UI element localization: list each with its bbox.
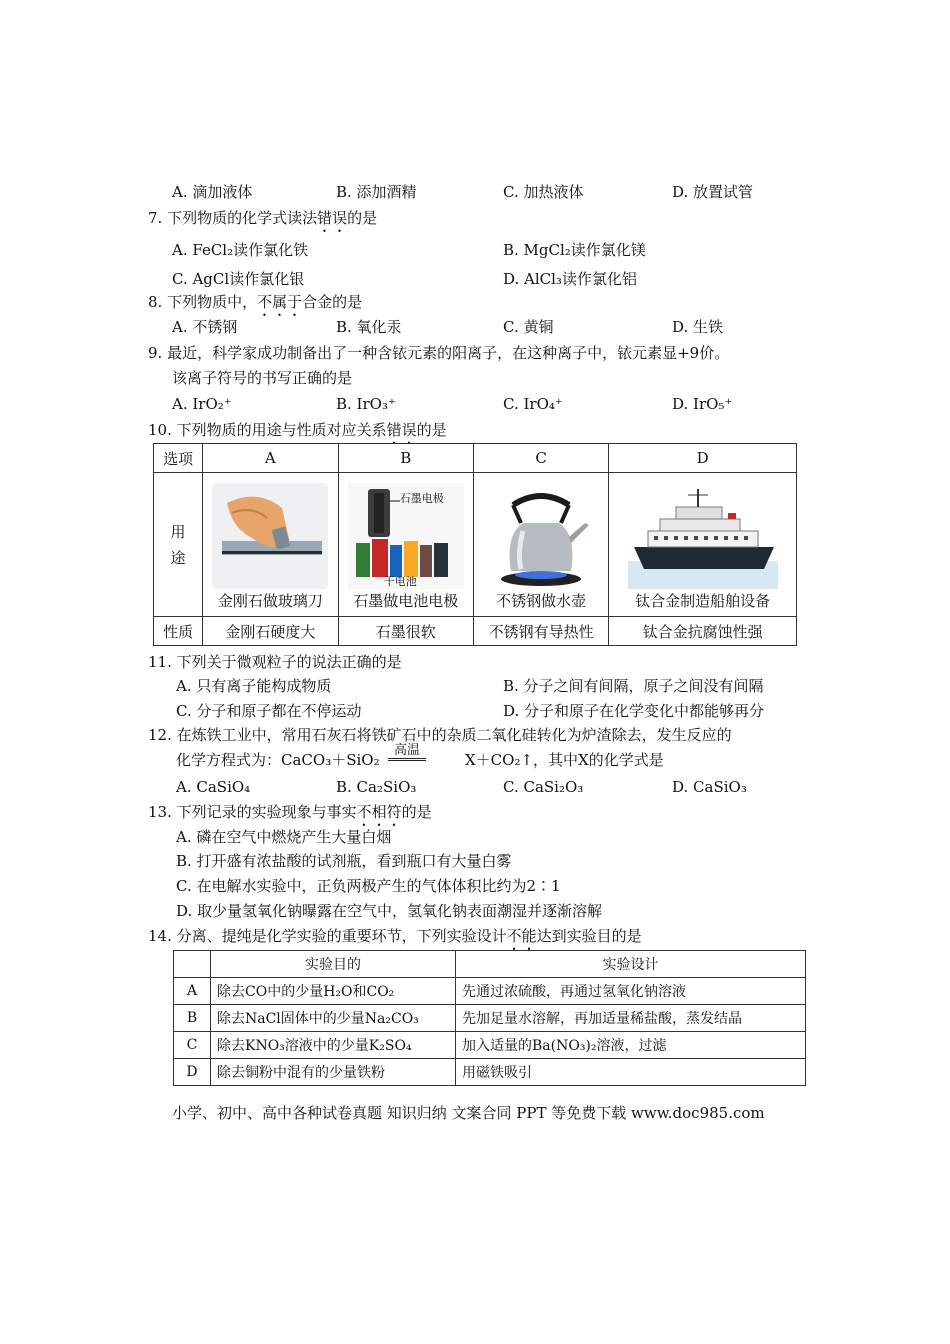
q14-row-d-purpose: 除去铜粉中混有的少量铁粉 (211, 1059, 456, 1086)
q11-option-d: D. 分子和原子在化学变化中都能够再分 (503, 702, 765, 720)
q14-row-d-letter: D (174, 1059, 211, 1086)
q7-option-c: C. AgCl读作氯化银 (172, 270, 305, 288)
q10-use-b: 石墨做电池电极 (353, 591, 459, 610)
q14-row-a-purpose: 除去CO中的少量H₂O和CO₂ (211, 978, 456, 1005)
kettle-image (483, 483, 599, 589)
q14-row (174, 1005, 806, 1032)
q7-stem: 7. 下列物质的化学式读法错误的是 (148, 209, 378, 227)
q13-option-d: D. 取少量氢氧化钠曝露在空气中，氢氧化钠表面潮湿并逐渐溶解 (176, 902, 603, 920)
q7-option-b: B. MgCl₂读作氯化镁 (503, 241, 646, 259)
q14-table (173, 950, 806, 1086)
q14-row (174, 1032, 806, 1059)
q10-cell-d (609, 473, 797, 617)
q11-option-c: C. 分子和原子都在不停运动 (176, 702, 362, 720)
q10-use-a: 金刚石做玻璃刀 (217, 591, 323, 610)
q14-row (174, 1059, 806, 1086)
q10-prop-c: 不锈钢有导热性 (473, 617, 608, 646)
q14-row-b-design: 先加足量水溶解，再加适量稀盐酸，蒸发结晶 (456, 1005, 806, 1032)
q7-option-d: D. AlCl₃读作氯化铝 (503, 270, 637, 288)
dry-battery-label: 干电池 (383, 574, 417, 588)
q14-row-d-design: 用磁铁吸引 (456, 1059, 806, 1086)
q14-row-c-design: 加入适量的Ba(NO₃)₂溶液，过滤 (456, 1032, 806, 1059)
q7-option-a: A. FeCl₂读作氯化铁 (172, 241, 309, 259)
q10-table (153, 443, 797, 646)
q9-stem-line1: 9. 最近，科学家成功制备出了一种含铱元素的阳离子，在这种离子中，铱元素显+9价。 (148, 344, 730, 362)
q11-stem: 11. 下列关于微观粒子的说法正确的是 (148, 653, 402, 671)
q14-stem: 14. 分离、提纯是化学实验的重要环节，下列实验设计不能达到实验目的是 (148, 927, 642, 945)
q9-option-c: C. IrO₄⁺ (503, 395, 563, 413)
q14-head-design: 实验设计 (456, 951, 806, 978)
q11-option-b: B. 分子之间有间隔，原子之间没有间隔 (503, 677, 764, 695)
q9-option-a: A. IrO₂⁺ (172, 395, 232, 413)
q10-prop-label: 性质 (154, 617, 203, 646)
q10-cell-c (473, 473, 608, 617)
q10-prop-b: 石墨很软 (338, 617, 473, 646)
q13-option-a: A. 磷在空气中燃烧产生大量白烟 (176, 828, 392, 846)
q9-option-b: B. IrO₃⁺ (336, 395, 396, 413)
q14-row (174, 978, 806, 1005)
q10-stem: 10. 下列物质的用途与性质对应关系错误的是 (148, 421, 447, 439)
q10-head-d: D (609, 444, 797, 473)
q10-use-c: 不锈钢做水壶 (496, 591, 587, 610)
q6-option-d: D. 放置试管 (672, 183, 754, 201)
q11-option-a: A. 只有离子能构成物质 (176, 677, 332, 695)
q10-head-a: A (203, 444, 338, 473)
glass-cutter-image (212, 483, 328, 589)
q14-row-c-purpose: 除去KNO₃溶液中的少量K₂SO₄ (211, 1032, 456, 1059)
battery-image (348, 483, 464, 589)
q8-option-b: B. 氧化汞 (336, 318, 402, 336)
q12-option-a: A. CaSiO₄ (176, 778, 251, 796)
q12-equation-left: 化学方程式为：CaCO₃＋SiO₂ (176, 751, 380, 769)
q10-cell-a (203, 473, 338, 617)
q14-row-a-letter: A (174, 978, 211, 1005)
q12-option-c: C. CaSi₂O₃ (503, 778, 584, 796)
q12-option-d: D. CaSiO₃ (672, 778, 747, 796)
q8-option-d: D. 生铁 (672, 318, 724, 336)
q12-option-b: B. Ca₂SiO₃ (336, 778, 417, 796)
q10-head-c: C (473, 444, 608, 473)
q14-row-a-design: 先通过浓硫酸，再通过氢氧化钠溶液 (456, 978, 806, 1005)
q9-option-d: D. IrO₅⁺ (672, 395, 733, 413)
footer-link-text[interactable]: 小学、初中、高中各种试卷真题 知识归纳 文案合同 PPT 等免费下载 www.doc985.com (172, 1104, 765, 1122)
q6-option-b: B. 添加酒精 (336, 183, 417, 201)
q6-option-a: A. 滴加液体 (172, 183, 253, 201)
q9-stem-line2: 该离子符号的书写正确的是 (172, 369, 353, 387)
q10-head-option: 选项 (154, 444, 203, 473)
q10-cell-b (338, 473, 473, 617)
q13-option-b: B. 打开盛有浓盐酸的试剂瓶，看到瓶口有大量白雾 (176, 852, 512, 870)
q12-stem-line1: 12. 在炼铁工业中，常用石灰石将铁矿石中的杂质二氧化硅转化为炉渣除去，发生反应的 (148, 726, 732, 744)
q13-stem: 13. 下列记录的实验现象与事实不相符的是 (148, 803, 432, 821)
q10-use-label: 用途 (154, 473, 203, 617)
q8-option-a: A. 不锈钢 (172, 318, 238, 336)
q14-row-c-letter: C (174, 1032, 211, 1059)
q14-head-purpose: 实验目的 (211, 951, 456, 978)
q6-option-c: C. 加热液体 (503, 183, 584, 201)
q10-head-b: B (338, 444, 473, 473)
q10-use-d: 钛合金制造船舶设备 (635, 591, 771, 610)
ship-image (628, 483, 778, 589)
q14-row-b-letter: B (174, 1005, 211, 1032)
q10-prop-d: 钛合金抗腐蚀性强 (609, 617, 797, 646)
q14-head-blank (174, 951, 211, 978)
q12-equation-right: X＋CO₂↑，其中X的化学式是 (465, 751, 664, 769)
q13-option-c: C. 在电解水实验中，正负两极产生的气体体积比约为2∶1 (176, 877, 561, 895)
q10-prop-a: 金刚石硬度大 (203, 617, 338, 646)
q14-row-b-purpose: 除去NaCl固体中的少量Na₂CO₃ (211, 1005, 456, 1032)
q8-option-c: C. 黄铜 (503, 318, 554, 336)
graphite-electrode-label: 石墨电极 (399, 491, 444, 505)
q8-stem: 8. 下列物质中，不属于合金的是 (148, 293, 363, 311)
q12-condition-high-temp: 高温 (388, 744, 426, 761)
